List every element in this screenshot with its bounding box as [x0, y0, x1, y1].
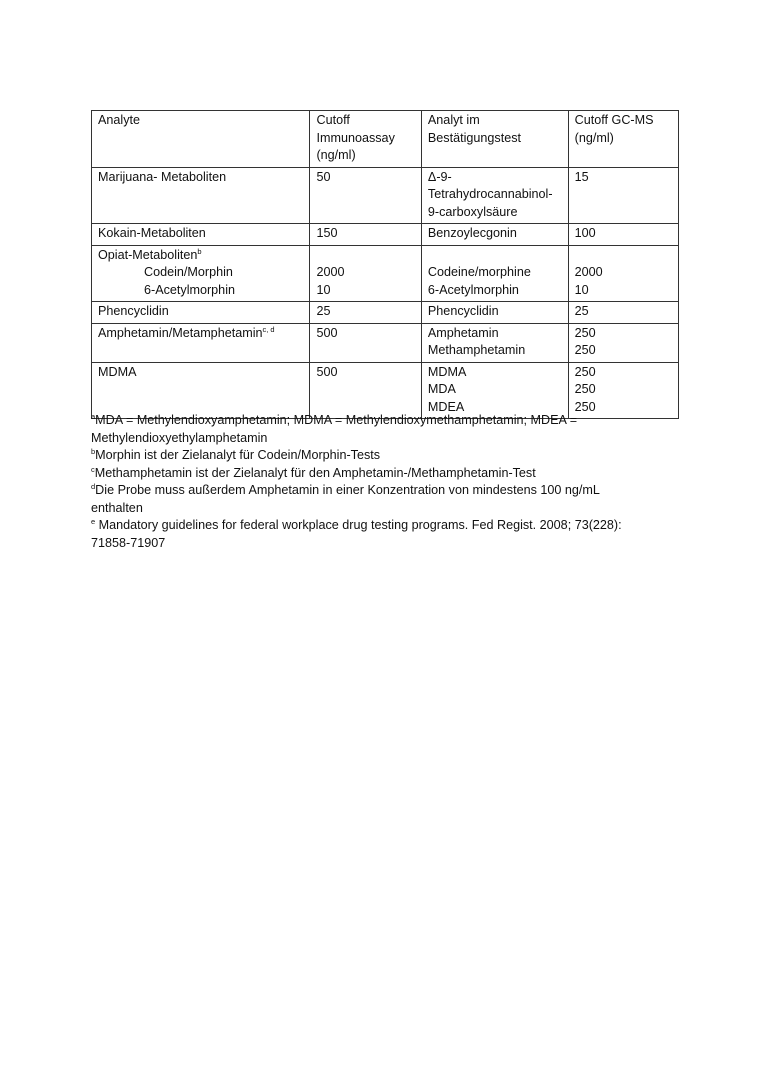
table-cell: 2000 10 — [568, 245, 678, 302]
table-cell: Amphetamin Methamphetamin — [421, 323, 568, 362]
footnote-e: $^e$ Mandatory guidelines for federal workplace drug testing programs. Fed Regist. 2008; 73(228): 71858-71907 — [91, 517, 622, 550]
table-cell: 500 — [310, 362, 421, 419]
header-cell-cutoff-gcms: Cutoff GC-MS (ng/ml) — [568, 111, 678, 168]
table-cell: MDMA — [92, 362, 310, 419]
table-header-row — [92, 111, 679, 168]
table-row — [92, 362, 679, 419]
table-cell: 50 — [310, 167, 421, 224]
table-row — [92, 302, 679, 324]
table-row — [92, 224, 679, 246]
header-cell-cutoff-immunoassay: Cutoff Immunoassay (ng/ml) — [310, 111, 421, 168]
table-row — [92, 323, 679, 362]
table-cell: MDMA MDA MDEA — [421, 362, 568, 419]
footnote-c: $^c$Methamphetamin ist der Zielanalyt für den Amphetamin-/Methamphetamin-Test — [91, 464, 536, 480]
table-cell: 500 — [310, 323, 421, 362]
table-cell: 150 — [310, 224, 421, 246]
table-cell: Marijuana- Metaboliten — [92, 167, 310, 224]
table-cell: Opiat-Metaboliten$^b$ Codein/Morphin 6-Acetylmorphin — [92, 245, 310, 302]
header-cell-confirmation-analyte: Analyt im Bestätigungstest — [421, 111, 568, 168]
header-cell-analyte: Analyte — [92, 111, 310, 168]
table-cell: Phencyclidin — [92, 302, 310, 324]
footnote-d: $^d$Die Probe muss außerdem Amphetamin in einer Konzentration von mindestens 100 ng/mL enthalten — [91, 482, 600, 515]
table-row — [92, 167, 679, 224]
table-cell: Benzoylecgonin — [421, 224, 568, 246]
cutoff-table — [91, 110, 679, 419]
table-row — [92, 245, 679, 302]
footnote-b: $^b$Morphin ist der Zielanalyt für Codein/Morphin-Tests — [91, 447, 381, 462]
table-cell: 15 — [568, 167, 678, 224]
table-cell: 250 250 250 — [568, 362, 678, 419]
table-cell: 25 — [568, 302, 678, 324]
footnotes — [91, 412, 651, 552]
table-cell: Amphetamin/Metamphetamin$^{c, d}$ — [92, 323, 310, 362]
table-cell: 100 — [568, 224, 678, 246]
table-cell: Δ-9- Tetrahydrocannabinol- 9-carboxylsäure — [421, 167, 568, 224]
table-cell: 25 — [310, 302, 421, 324]
table-cell: Phencyclidin — [421, 302, 568, 324]
table-cell: 2000 10 — [310, 245, 421, 302]
table-cell: Codeine/morphine 6-Acetylmorphin — [421, 245, 568, 302]
table-cell: 250 250 — [568, 323, 678, 362]
table-cell: Kokain-Metaboliten — [92, 224, 310, 246]
footnote-a: $^a$MDA = Methylendioxyamphetamin; MDMA = Methylendioxymethamphetamin; MDEA = Methylendioxyethylamphetamin — [91, 412, 578, 445]
